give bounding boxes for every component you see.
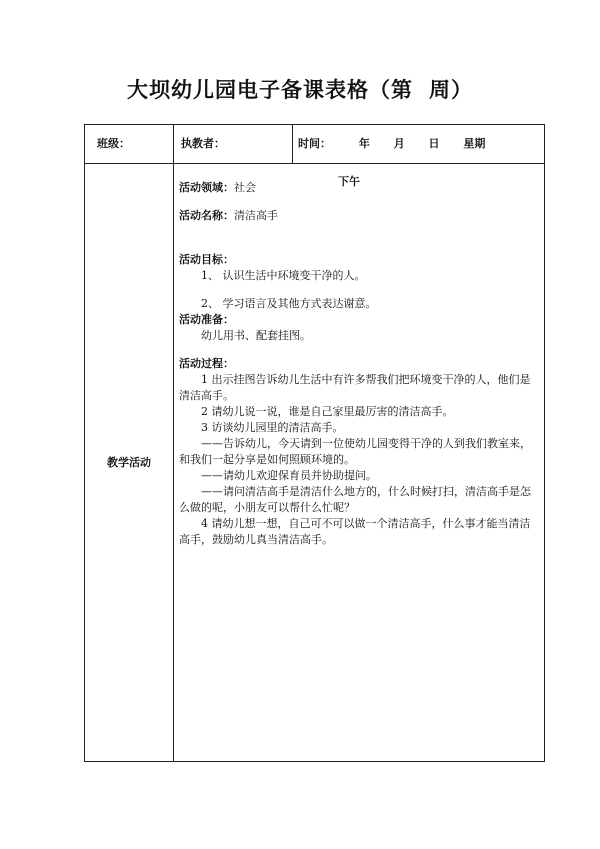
title-main: 大坝幼儿园电子备课表格（第 (127, 78, 413, 102)
year-label: 年 (358, 137, 370, 150)
activity-content (179, 180, 541, 548)
name-value: 清洁高手 (234, 209, 278, 222)
domain-label: 活动领域： (179, 181, 234, 194)
process-step: 3 访谈幼儿园里的清洁高手。 (201, 421, 344, 434)
column-divider (173, 125, 174, 761)
process-step: 2 请幼儿说一说，谁是自己家里最厉害的清洁高手。 (201, 405, 454, 418)
process-step: ——请问清洁高手是清洁什么地方的，什么时候打扫，清洁高手是怎么做的呢，小朋友可以帮什么忙呢？ (179, 485, 531, 514)
prep-label: 活动准备： (179, 313, 234, 326)
goals-label: 活动目标： (179, 253, 234, 266)
process-label: 活动过程： (179, 357, 234, 370)
section-label: 教学活动 (107, 456, 151, 469)
domain-line (179, 180, 541, 196)
month-label: 月 (393, 137, 405, 150)
lesson-plan-table (84, 124, 545, 762)
day-label: 日 (428, 137, 440, 150)
process-step: ——请幼儿欢迎保育员并协助提问。 (201, 469, 377, 482)
name-line (179, 208, 541, 224)
domain-value: 社会 (234, 181, 256, 194)
goal-item: 1、 认识生活中环境变干净的人。 (201, 269, 366, 282)
class-label: 班级： (97, 137, 130, 150)
process-step: ——告诉幼儿，今天请到一位使幼儿园变得干净的人到我们教室来，和我们一起分享是如何照顾环境的。 (179, 437, 531, 466)
time-field (298, 125, 544, 188)
teacher-label: 执教者： (181, 137, 225, 150)
page-title (0, 74, 600, 104)
process-step: 4 请幼儿想一想，自己可不可以做一个清洁高手，什么事才能当清洁高手，鼓励幼儿真当清洁高手。 (179, 517, 531, 546)
weekday-label: 星期 (463, 137, 486, 150)
column-divider (292, 125, 293, 163)
title-end: 周） (429, 78, 473, 102)
time-label: 时间： (298, 137, 331, 150)
goal-item: 2、 学习语言及其他方式表达谢意。 (201, 297, 377, 310)
process-step: 1 出示挂图告诉幼儿生活中有许多帮我们把环境变干净的人，他们是清洁高手。 (179, 373, 531, 402)
period-label: 下午 (338, 175, 360, 188)
name-label: 活动名称： (179, 209, 234, 222)
prep-value: 幼儿用书、配套挂图。 (201, 329, 311, 342)
